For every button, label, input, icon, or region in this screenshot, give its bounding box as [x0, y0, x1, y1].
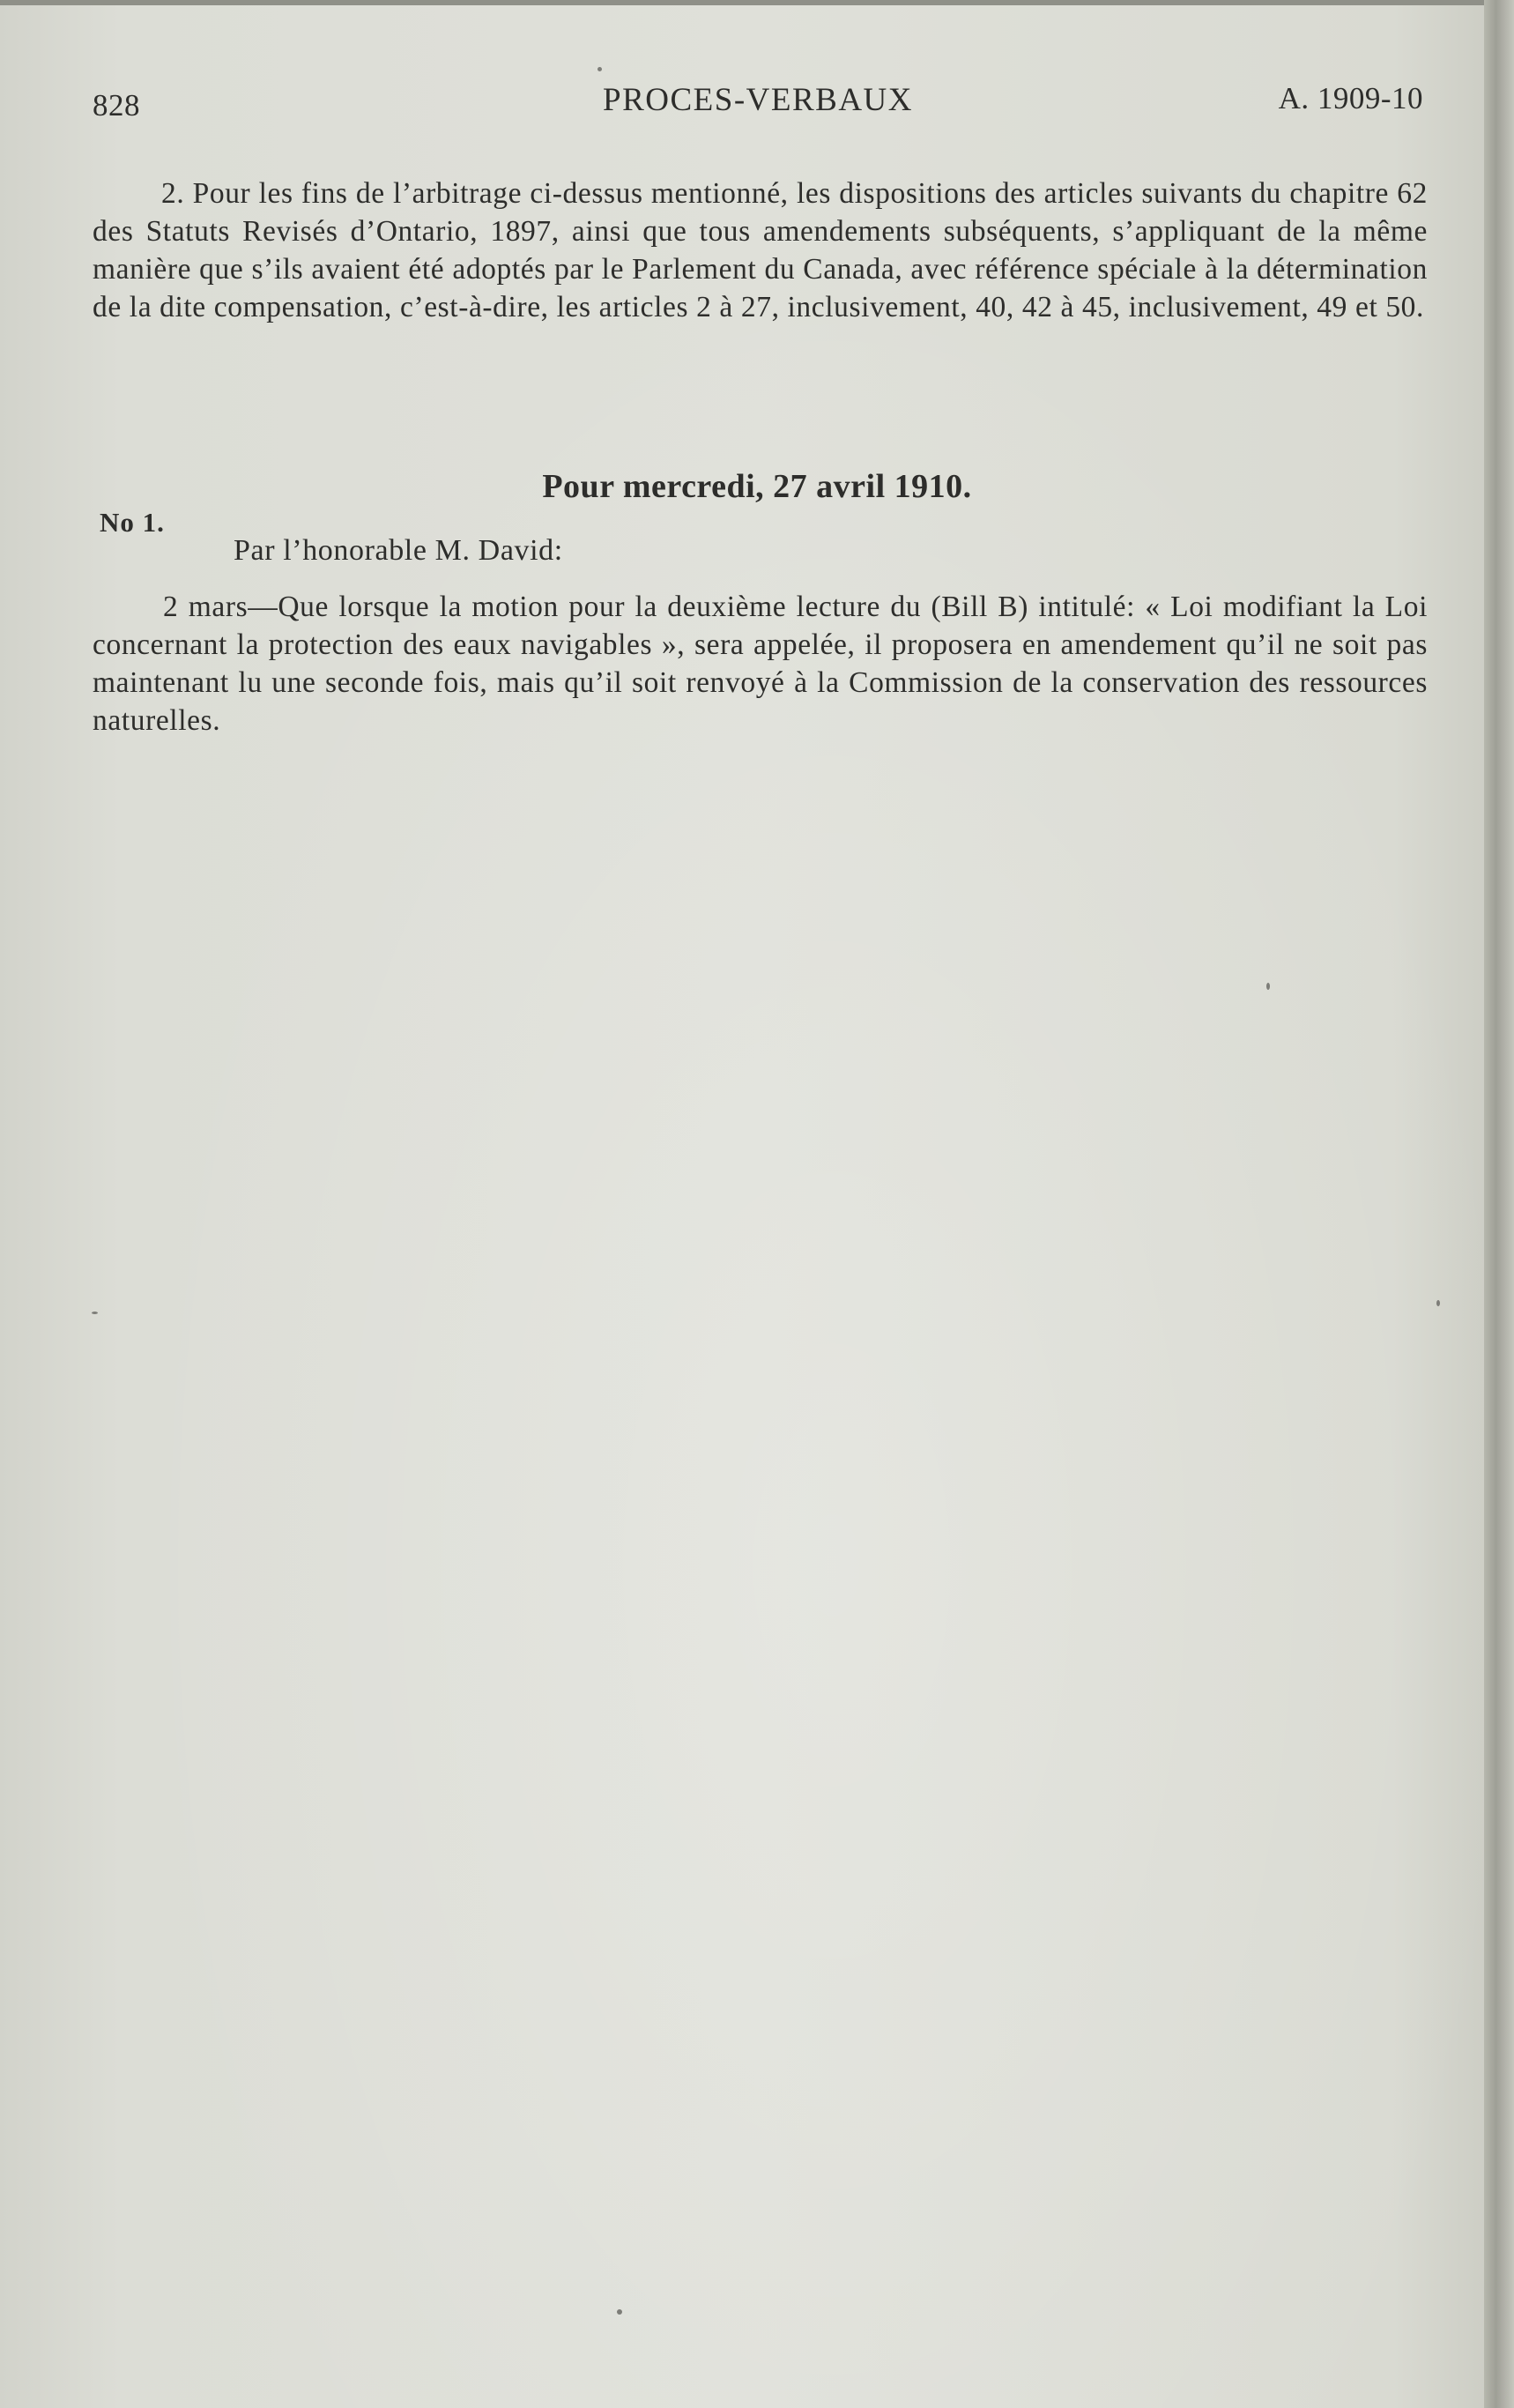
- paper-speck: [597, 67, 602, 71]
- paper-speck: [1436, 1300, 1440, 1306]
- motion-mover: Par l’honorable M. David:: [234, 534, 563, 567]
- session-label: A. 1909-10: [1278, 81, 1423, 115]
- date-heading: Pour mercredi, 27 avril 1910.: [542, 468, 972, 505]
- page-header: [93, 81, 1423, 125]
- paper-speck: [617, 2309, 622, 2315]
- page-top-edge: [0, 0, 1514, 5]
- motion-text: 2 mars—Que lorsque la motion pour la deuxième lecture du (Bill B) intitulé: « Loi modifiant la Loi concernant la protection des eaux navigables », sera appelée, il proposera en amendement qu’il ne soit pas maintenant lu une seconde fois, mais qu’il soit renvoyé à la Commission de la conservation des ressources naturelles.: [93, 591, 1428, 737]
- running-title: PROCES-VERBAUX: [603, 82, 913, 118]
- item-number: No 1.: [100, 507, 165, 538]
- paper-speck: [1266, 983, 1270, 990]
- page-binding-edge: [1484, 0, 1514, 2408]
- paragraph-arbitration: 2. Pour les fins de l’arbitrage ci-dessus mentionné, les dispositions des articles suivants du chapitre 62 des Statuts Revisés d’Ontario, 1897, ainsi que tous amendements subséquents, s’appliquant de la même manière que s’ils avaient été adoptés par le Parlement du Canada, avec référence spéciale à la détermination de la dite compensation, c’est-à-dire, les articles 2 à 27, inclusivement, 40, 42 à 45, inclusivement, 49 et 50.: [93, 177, 1428, 323]
- paper-speck: [92, 1312, 98, 1314]
- page-number: 828: [93, 88, 140, 123]
